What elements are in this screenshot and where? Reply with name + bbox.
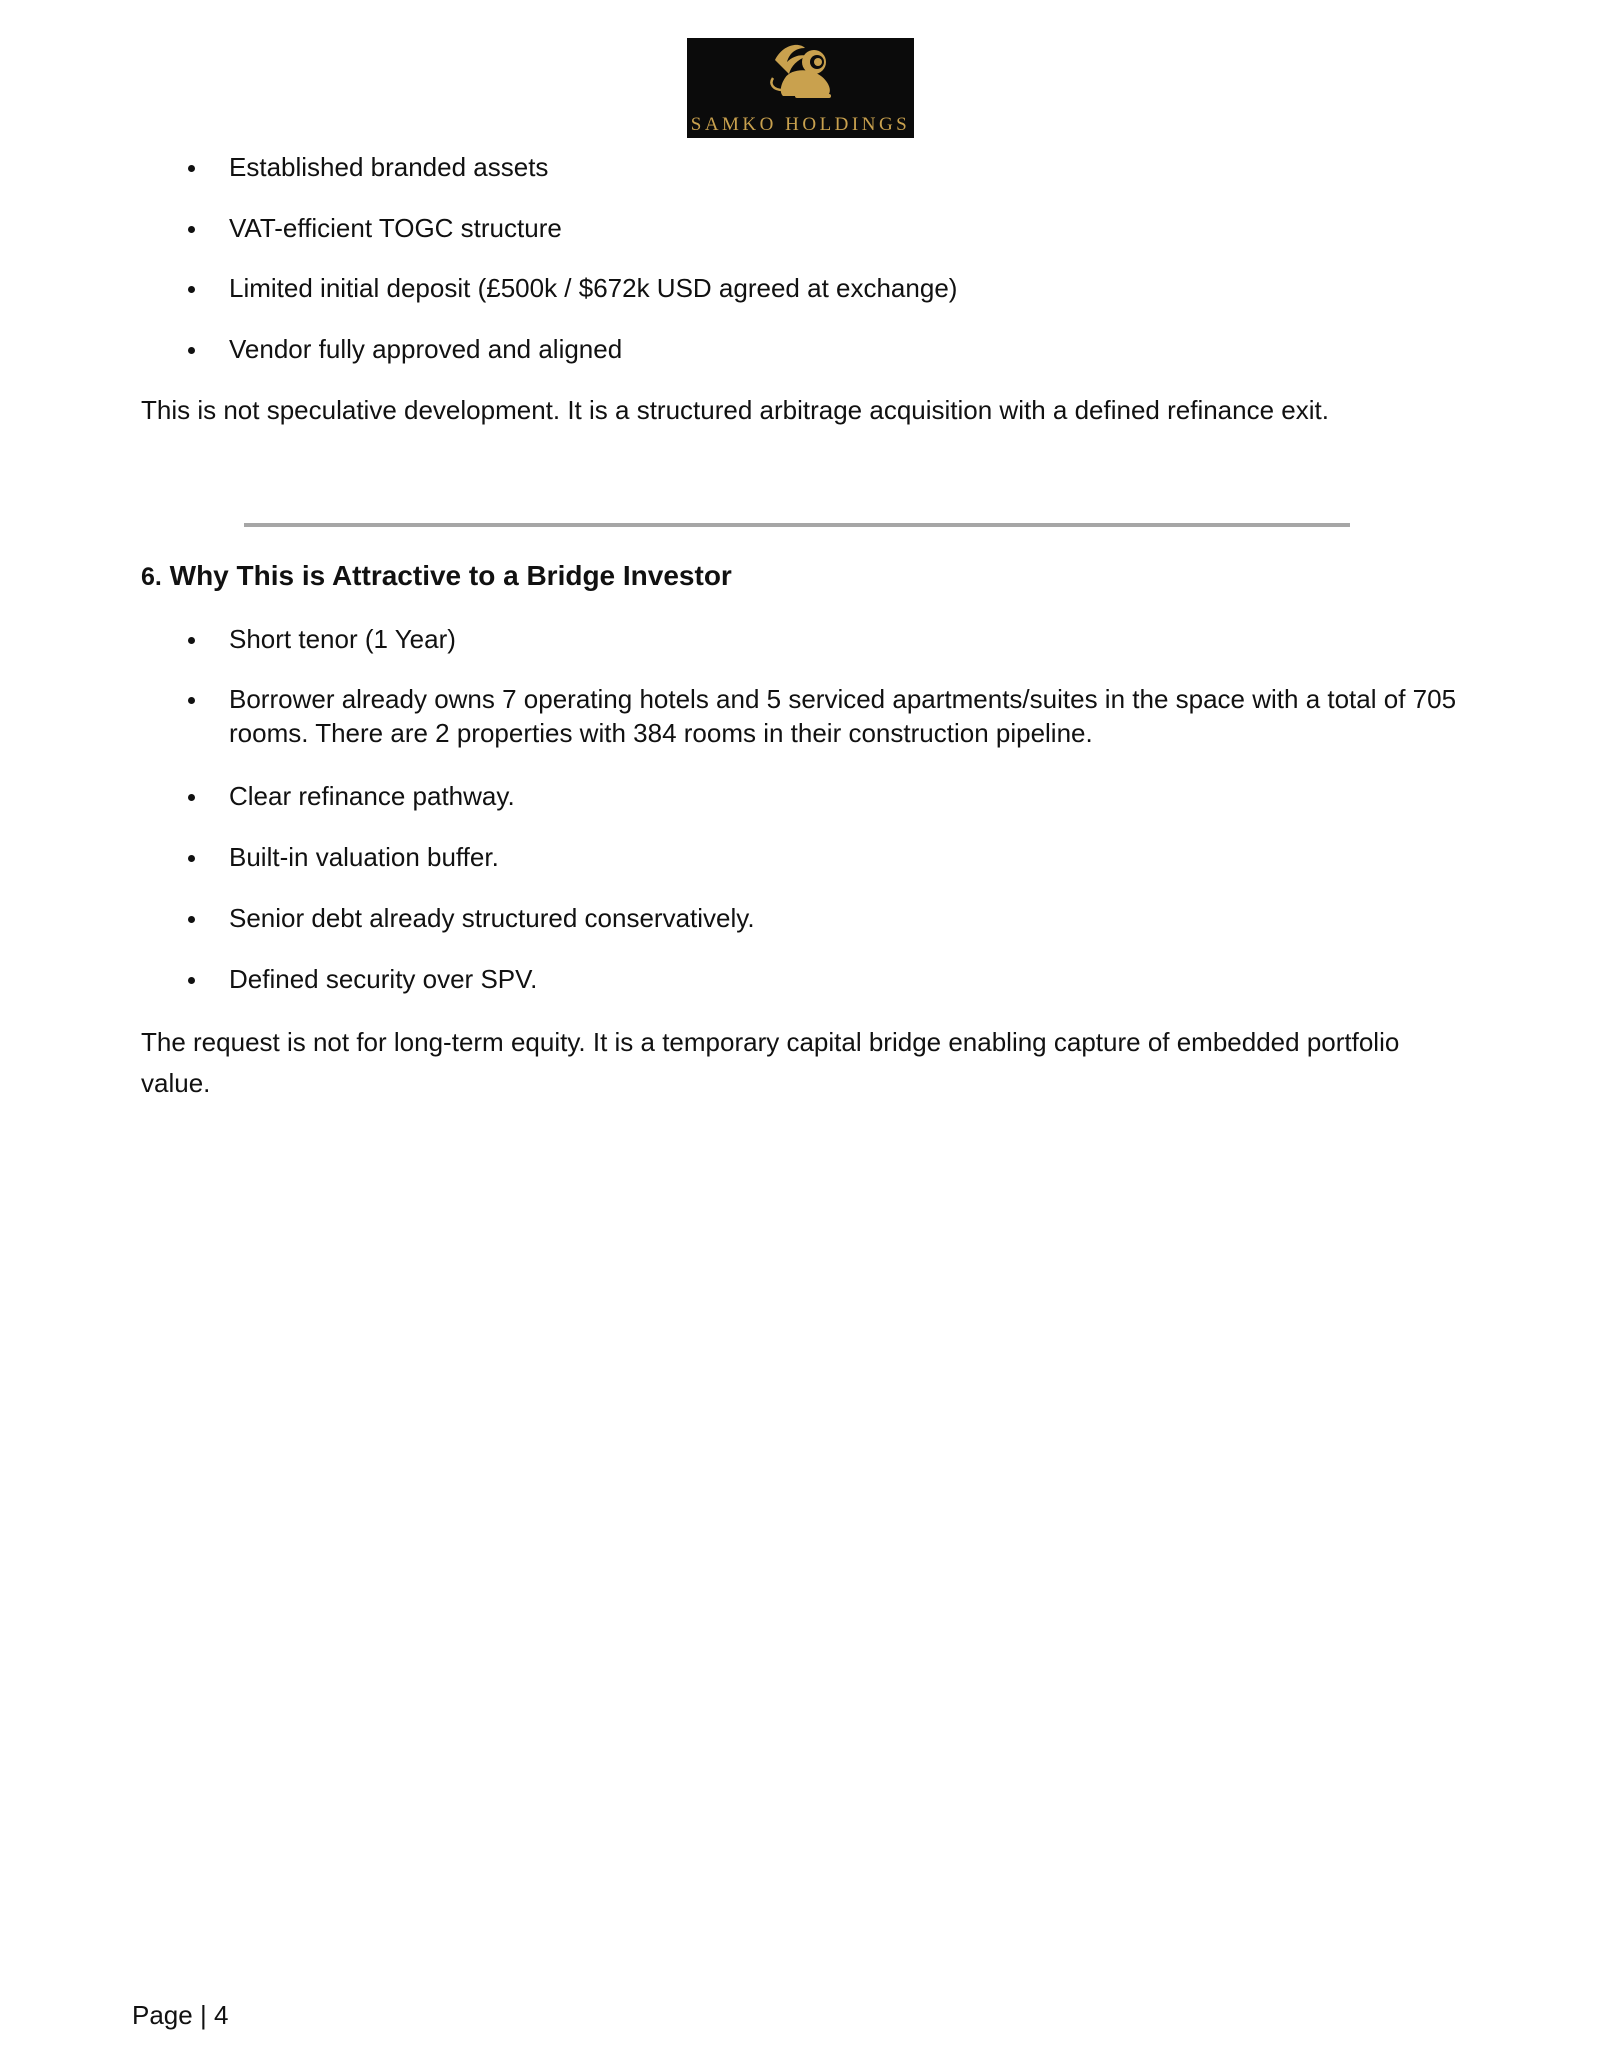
section-title: Why This is Attractive to a Bridge Investor xyxy=(169,560,732,591)
bullet-text: Borrower already owns 7 operating hotels and 5 serviced apartments/suites in the space with a total of 705 rooms. There are 2 properties with 384 rooms in their construction pipeline. xyxy=(229,684,1457,748)
bullet-icon xyxy=(188,226,195,233)
bullet-text: Established branded assets xyxy=(229,152,549,182)
bullet-icon xyxy=(188,347,195,354)
bullet-icon xyxy=(188,165,195,172)
bullet-text: Defined security over SPV. xyxy=(229,964,538,994)
bullet-icon xyxy=(188,916,195,923)
horizontal-divider xyxy=(244,523,1350,527)
section-6-closing-paragraph: The request is not for long-term equity. It is a temporary capital bridge enabling capture of embedded portfolio value. xyxy=(141,1027,1400,1098)
bullet-text: VAT-efficient TOGC structure xyxy=(229,213,562,243)
bullet-text: Limited initial deposit (£500k / $672k USD agreed at exchange) xyxy=(229,273,958,303)
bullet-text: Short tenor (1 Year) xyxy=(229,624,456,654)
bullet-icon xyxy=(188,977,195,984)
section-number: 6. xyxy=(141,563,162,591)
page-footer xyxy=(132,2000,228,2031)
page-label: Page xyxy=(132,2000,193,2030)
top-closing-paragraph: This is not speculative development. It is a structured arbitrage acquisition with a defined refinance exit. xyxy=(141,395,1329,425)
bullet-icon xyxy=(188,697,195,704)
bullet-icon xyxy=(188,637,195,644)
bullet-icon xyxy=(188,794,195,801)
bullet-text: Clear refinance pathway. xyxy=(229,781,515,811)
section-heading xyxy=(141,560,732,592)
page-separator: | xyxy=(199,2000,207,2030)
bullet-icon xyxy=(188,286,195,293)
bullet-text: Senior debt already structured conservatively. xyxy=(229,903,755,933)
bullet-icon xyxy=(188,855,195,862)
bullet-text: Vendor fully approved and aligned xyxy=(229,334,623,364)
company-logo xyxy=(687,38,914,138)
bullet-text: Built-in valuation buffer. xyxy=(229,842,499,872)
logo-text: SAMKO HOLDINGS xyxy=(690,114,911,135)
page-number: 4 xyxy=(213,2000,229,2030)
